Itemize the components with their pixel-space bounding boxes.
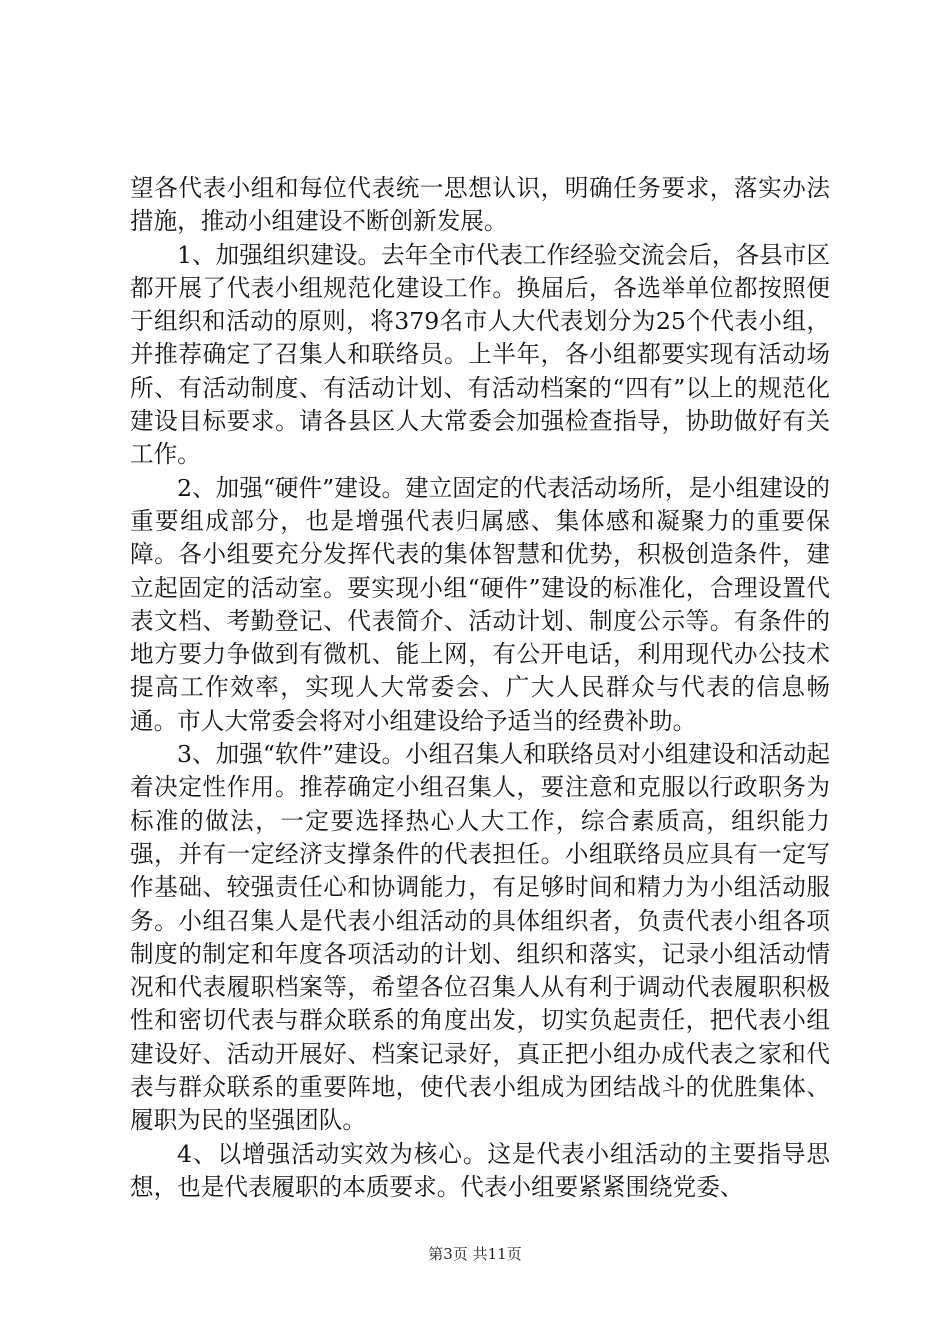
body-text bbox=[130, 172, 830, 1204]
page-number: 第3页 共11页 bbox=[428, 1245, 522, 1263]
paragraph-software: 3、加强“软件”建设。小组召集人和联络员对小组建设和活动起着决定性作用。推荐确定小组召集人，要注意和克服以行政职务为标准的做法，一定要选择热心人大工作，综合素质高，组织能力强，并有一定经济支撑条件的代表担任。小组联络员应具有一定写作基础、较强责任心和协调能力，有足够时间和精力为小组活动服务。小组召集人是代表小组活动的具体组织者，负责代表小组各项制度的制定和年度各项活动的计划、组织和落实，记录小组活动情况和代表履职档案等，希望各位召集人从有利于调动代表履职积极性和密切代表与群众联系的角度出发，切实负起责任，把代表小组建设好、活动开展好、档案记录好，真正把小组办成代表之家和代表与群众联系的重要阵地，使代表小组成为团结战斗的优胜集体、履职为民的坚强团队。 bbox=[130, 740, 830, 1135]
paragraph-effectiveness: 4、以增强活动实效为核心。这是代表小组活动的主要指导思想，也是代表履职的本质要求。代表小组要紧紧围绕党委、 bbox=[130, 1139, 830, 1201]
paragraph-hardware: 2、加强“硬件”建设。建立固定的代表活动场所，是小组建设的重要组成部分，也是增强代表归属感、集体感和凝聚力的重要保障。各小组要充分发挥代表的集体智慧和优势，积极创造条件，建立起固定的活动室。要实现小组“硬件”建设的标准化，合理设置代表文档、考勤登记、代表简介、活动计划、制度公示等。有条件的地方要力争做到有微机、能上网，有公开电话，利用现代办公技术提高工作效率，实现人大常委会、广大人民群众与代表的信息畅通。市人大常委会将对小组建设给予适当的经费补助。 bbox=[130, 473, 830, 735]
paragraph-continuation: 望各代表小组和每位代表统一思想认识，明确任务要求，落实办法措施，推动小组建设不断创新发展。 bbox=[130, 174, 830, 236]
paragraph-organization: 1、加强组织建设。去年全市代表工作经验交流会后，各县市区都开展了代表小组规范化建设工作。换届后，各选举单位都按照便于组织和活动的原则，将379名市人大代表划分为25个代表小组，并推荐确定了召集人和联络员。上半年，各小组都要实现有活动场所、有活动制度、有活动计划、有活动档案的“四有”以上的规范化建设目标要求。请各县区人大常委会加强检查指导，协助做好有关工作。 bbox=[130, 240, 830, 469]
